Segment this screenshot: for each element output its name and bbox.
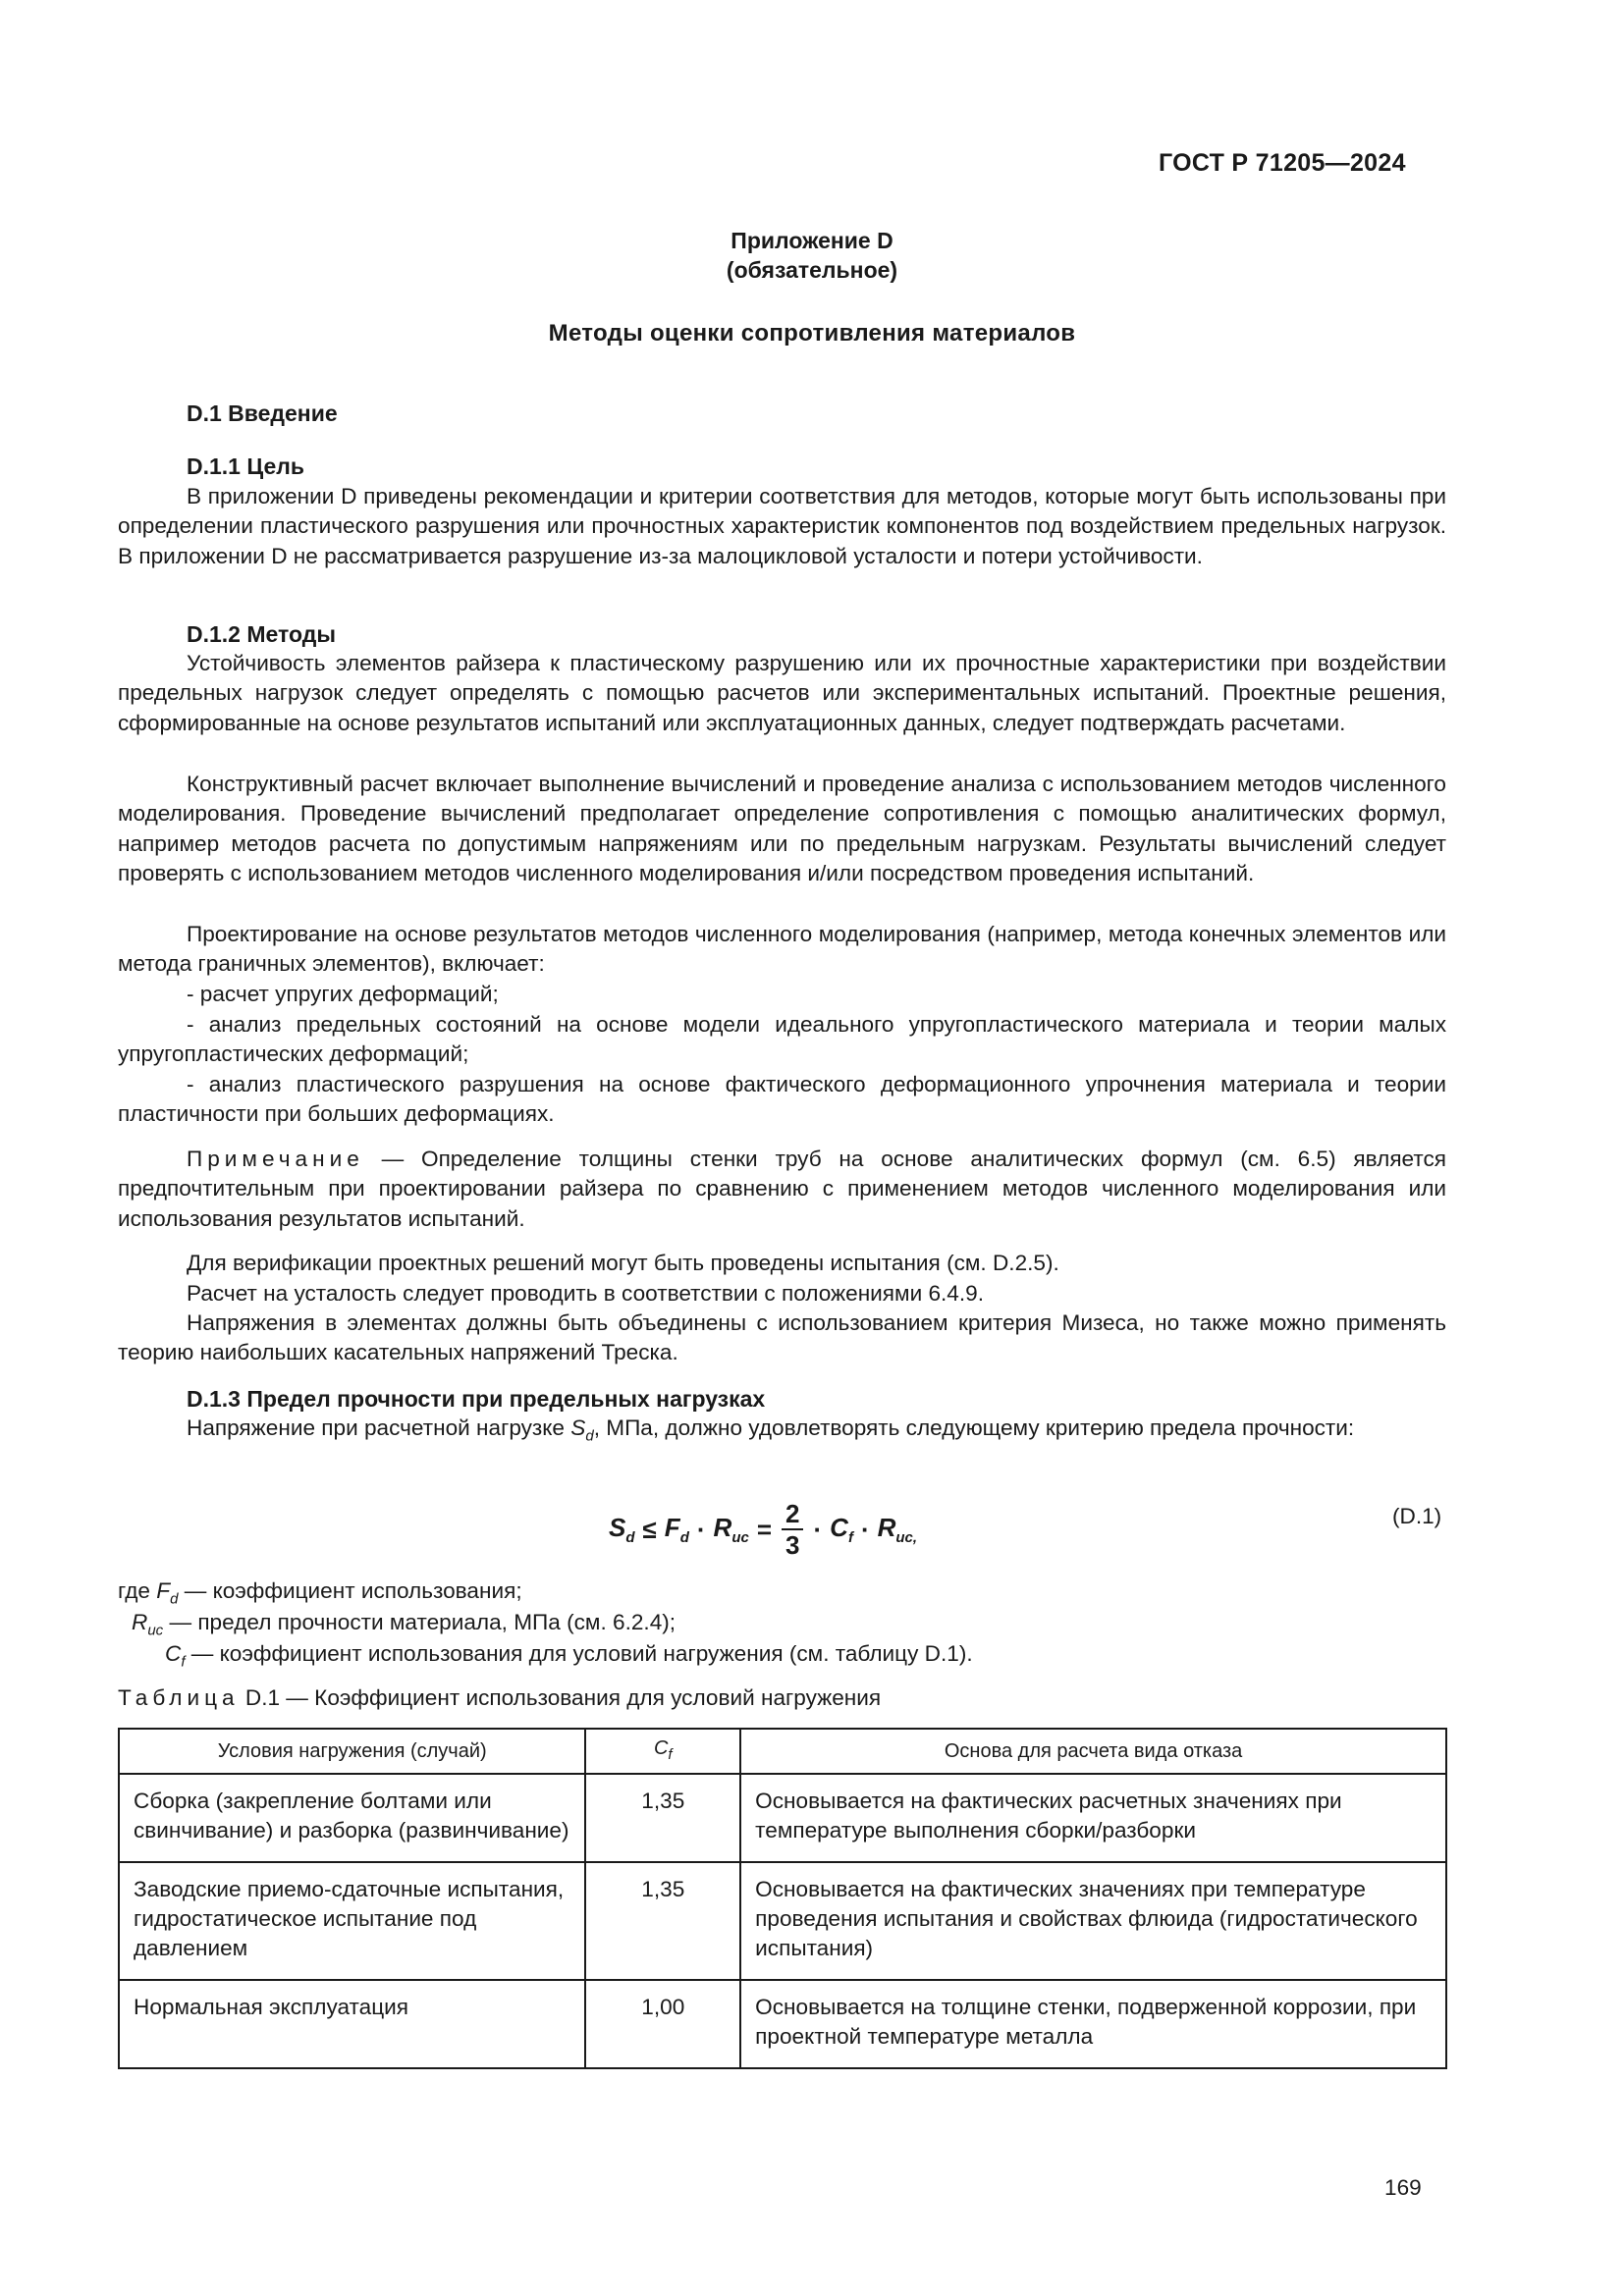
list-item: - анализ предельных состояний на основе модели идеального упругопластического материала и теории малых упругопластических деформаций;	[118, 1012, 1446, 1067]
note	[118, 1145, 1446, 1234]
cell-condition: Заводские приемо-сдаточные испытания, гидростатическое испытание под давлением	[119, 1862, 585, 1980]
heading-d1-3: D.1.3 Предел прочности при предельных нагрузках	[187, 1386, 766, 1412]
table-row	[119, 1980, 1446, 2068]
heading-d1: D.1 Введение	[187, 400, 338, 426]
formula-operator: ·	[860, 1514, 870, 1544]
formula-term: $R_{uc}$	[713, 1512, 749, 1547]
paragraph-d1-1: В приложении D приведены рекомендации и критерии соответствия для методов, которые могут быть использованы при определении пластического разрушения или прочностных характеристик компонентов под воздействием предельных нагрузок. В приложении D не рассматривается разрушение из-за малоцикловой усталости и потери устойчивости.	[118, 484, 1446, 568]
paragraph-d1-2-5: Расчет на усталость следует проводить в соответствии с положениями 6.4.9.	[187, 1281, 984, 1306]
table-row	[119, 1862, 1446, 1980]
document-id: ГОСТ Р 71205—2024	[1159, 149, 1406, 177]
heading-d1-1: D.1.1 Цель	[187, 454, 304, 479]
cell-condition: Нормальная эксплуатация	[119, 1980, 585, 2068]
paragraph-d1-3-1	[118, 1414, 1446, 1452]
cell-basis: Основывается на фактических значениях при температуре проведения испытания и свойствах флюида (гидростатического испытания)	[740, 1862, 1446, 1980]
text-run: Напряжение при расчетной нагрузке	[187, 1415, 571, 1440]
paragraph-d1-2-3: Проектирование на основе результатов методов численного моделирования (например, метода конечных элементов или метода граничных элементов), включает:	[118, 922, 1446, 977]
formula-operator: ≤	[642, 1514, 657, 1544]
page-number: 169	[1384, 2175, 1422, 2200]
cell-cf: 1,35	[585, 1862, 740, 1980]
table-caption	[118, 1685, 881, 1711]
table-row	[119, 1774, 1446, 1862]
formula-operator: ·	[696, 1514, 706, 1544]
formula-operator: =	[756, 1514, 773, 1544]
annex-title: Методы оценки сопротивления материалов	[548, 320, 1076, 347]
fraction-numerator: 2	[782, 1499, 803, 1530]
formula-term: $C_f$	[830, 1512, 853, 1547]
col-header-basis: Основа для расчета вида отказа	[740, 1729, 1446, 1774]
cell-basis: Основывается на толщине стенки, подверженной коррозии, при проектной температуре металла	[740, 1980, 1446, 2068]
table-caption-label: Таблица	[118, 1685, 240, 1710]
where-line-cf: $C_f$ — коэффициент использования для условий нагружения (см. таблицу D.1).	[165, 1641, 973, 1671]
formula-d1	[609, 1490, 917, 1569]
note-label: Примечание	[187, 1147, 364, 1171]
table-header-row	[119, 1729, 1446, 1774]
table-d1	[118, 1728, 1447, 2069]
table-caption-text: D.1 — Коэффициент использования для условий нагружения	[239, 1685, 882, 1710]
paragraph-d1-2-1: Устойчивость элементов райзера к пластическому разрушению или их прочностные характеристики при воздействии предельных нагрузок следует определять с помощью расчетов или экспериментальных испытаний. Проектные решения, сформированные на основе результатов испытаний или эксплуатационных данных, следует подтверждать расчетами.	[118, 651, 1446, 735]
formula-term: $F_d$	[664, 1512, 689, 1547]
col-header-cf: $C_f$	[585, 1729, 740, 1774]
paragraph-d1-2-6: Напряжения в элементах должны быть объединены с использованием критерия Мизеса, но также можно применять теорию наибольших касательных напряжений Треска.	[118, 1310, 1446, 1365]
annex-status: (обязательное)	[726, 257, 898, 283]
cell-cf: 1,00	[585, 1980, 740, 2068]
cell-basis: Основывается на фактических расчетных значениях при температуре выполнения сборки/разборки	[740, 1774, 1446, 1862]
list-item: - расчет упругих деформаций;	[187, 982, 499, 1006]
cell-cf: 1,35	[585, 1774, 740, 1862]
formula-operator: ·	[813, 1514, 823, 1544]
formula-term: $R_{uc,}$	[877, 1512, 918, 1547]
paragraph-d1-2-2: Конструктивный расчет включает выполнение вычислений и проведение анализа с использованием методов численного моделирования. Проведение вычислений предполагает определение сопротивления с помощью аналитических формул, например методов расчета по допустимым напряжениям или по предельным нагрузкам. Результаты вычислений следует проверять с использованием методов численного моделирования и/или посредством проведения испытаний.	[118, 772, 1446, 886]
equation-number: (D.1)	[1392, 1504, 1442, 1528]
formula-term: $S_d$	[609, 1512, 635, 1547]
note-text: — Определение толщины стенки труб на основе аналитических формул (см. 6.5) является предпочтительным при проектировании райзера по сравнению с применением методов численного моделирования или использования результатов испытаний.	[118, 1147, 1446, 1231]
symbol-s-sub: d	[585, 1427, 594, 1445]
where-line-ruc: $R_{uc}$ — предел прочности материала, МПа (см. 6.2.4);	[132, 1610, 677, 1639]
where-line-fd: где $F_d$ — коэффициент использования;	[118, 1578, 522, 1608]
fraction-denominator: 3	[785, 1530, 800, 1560]
heading-d1-2: D.1.2 Методы	[187, 621, 336, 647]
text-run: , МПа, должно удовлетворять следующему критерию предела прочности:	[593, 1415, 1355, 1440]
formula-fraction	[782, 1499, 803, 1560]
col-header-conditions: Условия нагружения (случай)	[119, 1729, 585, 1774]
list-item: - анализ пластического разрушения на основе фактического деформационного упрочнения материала и теории пластичности при больших деформациях.	[118, 1072, 1446, 1127]
annex-label: Приложение D	[731, 228, 893, 253]
cell-condition: Сборка (закрепление болтами или свинчивание) и разборка (развинчивание)	[119, 1774, 585, 1862]
symbol-s: S	[570, 1415, 586, 1440]
paragraph-d1-2-4: Для верификации проектных решений могут быть проведены испытания (см. D.2.5).	[187, 1251, 1059, 1275]
